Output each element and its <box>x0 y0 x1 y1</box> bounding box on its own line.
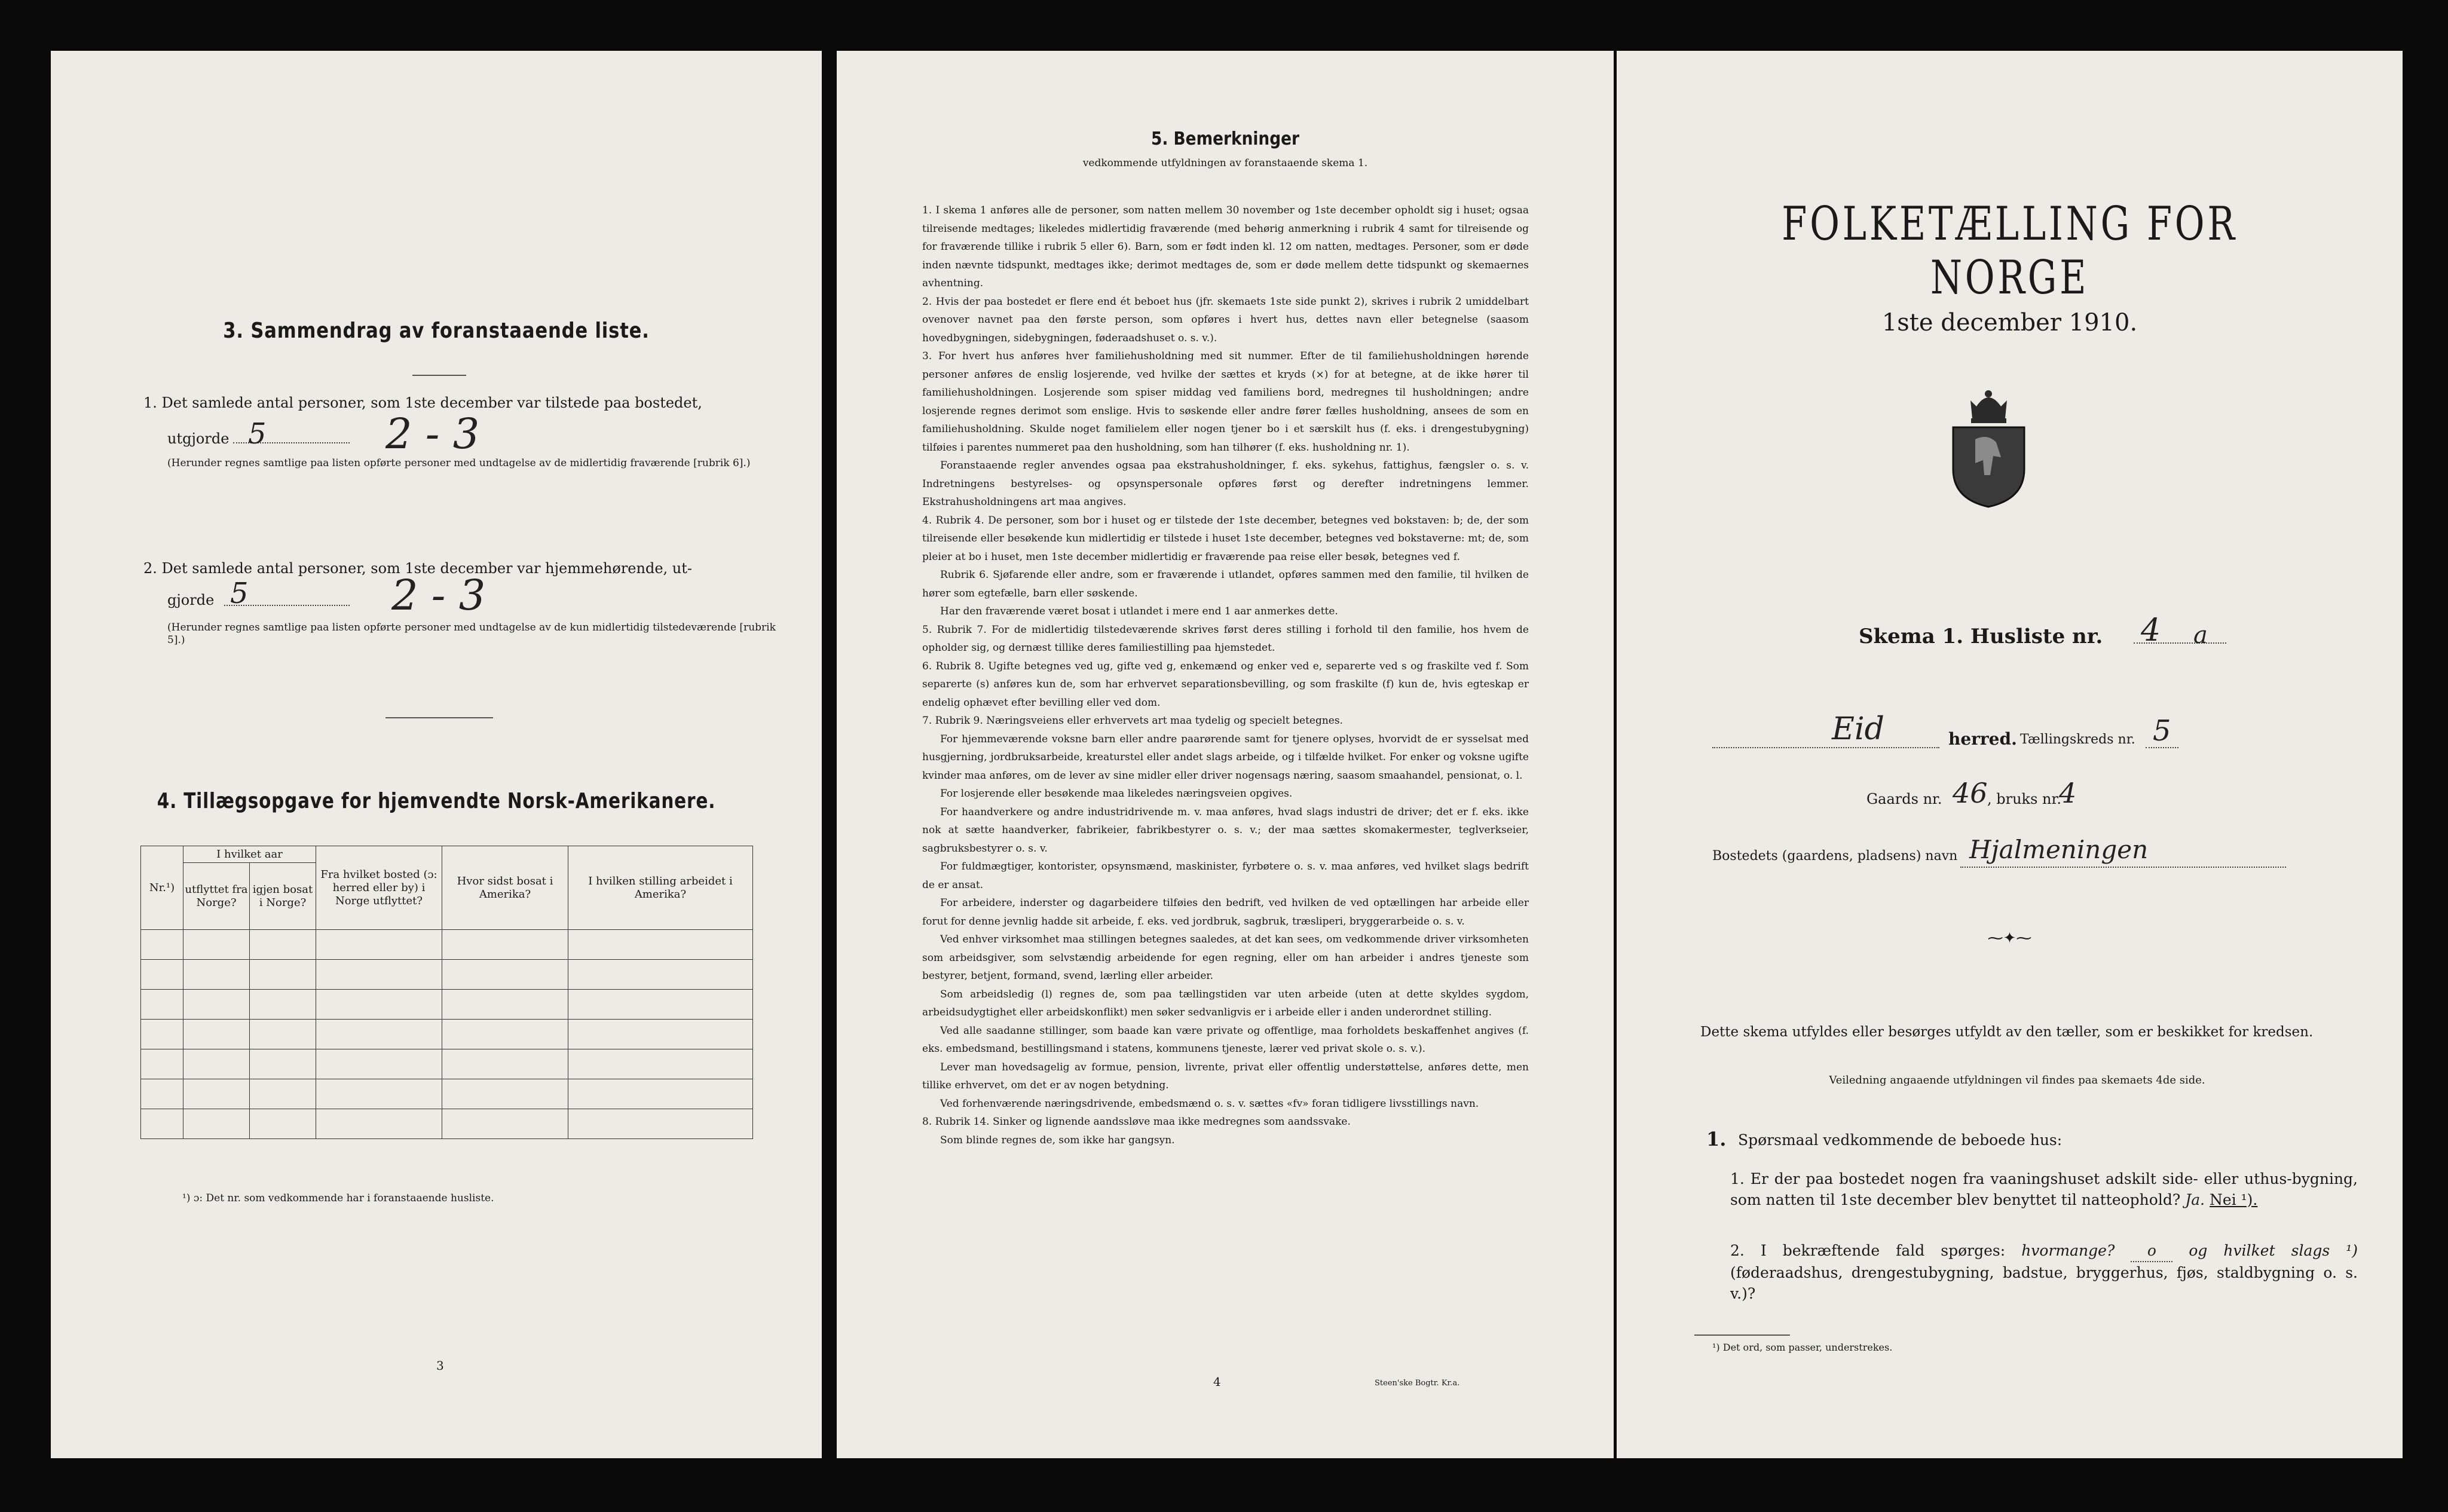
bosted-value: Hjalmeningen <box>1969 835 2149 864</box>
summary-item-1-label: utgjorde <box>167 430 230 447</box>
remark-7-a: For hjemmeværende voksne barn eller andre paarørende samt for tjenere oplyses, hvorvidt de er sysselsat med husgjerning, jordbruksarbeide, kreaturstel eller andet slags arbeide, og i tilfælde hvilket. For enker og voksne ugifte kvinder maa anføres, om de lever av sine midler eller driver nogensags næring, saasom smaahandel, pensionat, o. l. <box>922 733 1529 782</box>
remark-7-e: For arbeidere, inderster og dagarbeidere tilføies den bedrift, ved hvilken de ved optællingen har arbeide eller forut for denne jevnlig hadde sit arbeide, f. eks. ved jordbruk, sagbruk, træsliperi, bryggerarbeide o. s. v. <box>922 897 1529 928</box>
question-2-how-many: hvormange? <box>2021 1242 2115 1259</box>
summary-item-2-note: (Herunder regnes samtlige paa listen opførte personer med undtagelse av de kun midlertidig tilstedeværende [rubrik 5].) <box>167 622 776 646</box>
summary-item-1-text: 1. Det samlede antal personer, som 1ste december var tilstede paa bostedet, <box>143 394 702 411</box>
right-page <box>1617 51 2403 1458</box>
remark-7-j: Ved forhenværende næringsdrivende, embedsmænd o. s. v. sættes «fv» foran tidligere livsstillings navn. <box>940 1097 1479 1110</box>
col-from: Fra hvilket bosted (ɔ: herred eller by) i Norge utflyttet? <box>316 846 442 930</box>
table-row <box>141 1109 753 1139</box>
herred-line <box>1712 747 1939 748</box>
summary-item-2-handwritten-value: 2 - 3 <box>391 571 486 620</box>
table-row <box>141 990 753 1020</box>
table-row <box>141 930 753 960</box>
herred-value: Eid <box>1832 711 1884 747</box>
remark-7-i: Lever man hovedsagelig av formue, pension, livrente, privat eller offentlig understøttelse, anføres dette, men tillike erhvervet, om det er av nogen betydning. <box>922 1061 1529 1091</box>
document-title: FOLKETÆLLING FOR NORGE <box>1782 197 2238 305</box>
remark-6: 6. Rubrik 8. Ugifte betegnes ved ug, gifte ved g, enkemænd og enker ved e, separerte ved s og fraskilte ved f. Som separerte (s) anføres kun de, som har erhvervet separationsbevilling, og som fraskilte (f) kun de, hvis egteskap er endelig ophævet efter bevilling eller ved dom. <box>922 660 1529 709</box>
remark-7-b: For losjerende eller besøkende maa likeledes næringsveien opgives. <box>940 788 1293 800</box>
coat-of-arms-icon <box>1948 385 2029 508</box>
question-1-text: 1. Er der paa bostedet nogen fra vaaningshuset adskilt side- eller uthus-bygning, som natten til 1ste december blev benyttet til natteophold? <box>1730 1170 2358 1208</box>
summary-item-1-handwritten-value: 2 - 3 <box>385 409 480 458</box>
divider <box>412 375 466 376</box>
husliste-suffix: a <box>2193 622 2208 649</box>
remarks-list <box>922 201 1529 1149</box>
question-1 <box>1730 1168 2358 1210</box>
question-2-text: 2. I bekræftende fald spørges: <box>1730 1242 2006 1259</box>
document-date: 1ste december 1910. <box>1881 309 2138 336</box>
bruks-value: 4 <box>2059 777 2077 809</box>
section-4-title: 4. Tillægsopgave for hjemvendte Norsk-Amerikanere. <box>157 789 716 813</box>
remark-3: 3. For hvert hus anføres hver familiehusholdning med sit nummer. Efter de til familiehusholdningen hørende personer anføres de enslig losjerende, ved hvilke der sættes et kryds (×) for at betegne, at de ikke hører til familiehusholdningen. Losjerende som spiser middag ved familiens bord, medregnes til husholdningen; andre losjerende regnes derimot som enslige. Hvis to søskende eller andre fører fælles husholdning, ansees de som en familiehusholdning. Skulde noget familielem eller nogen tjener bo i et særskilt hus (f. eks. i drengestubygning) tilføies i parentes nummeret paa den husholdning, som han tilhører (f. eks. husholdning nr. 1). <box>922 350 1529 454</box>
gaards-label: Gaards nr. <box>1866 791 1942 807</box>
remark-4: 4. Rubrik 4. De personer, som bor i huset og er tilstede der 1ste december, betegnes ved bokstaven: b; de, der som tilreisende eller besøkende kun midlertidig er tilstede i huset 1ste december, betegnes ved bokstaverne: mt; de, som pleier at bo i huset, men 1ste december midlertidig er fraværende paa reise eller besøk, betegnes ved f. <box>922 514 1529 563</box>
remark-4-rubrik-6: Rubrik 6. Sjøfarende eller andre, som er fraværende i utlandet, opføres sammen med den familie, til hvilken de hører som egtefælle, barn eller søskende. <box>922 569 1529 599</box>
col-group-year: I hvilket aar <box>183 846 316 863</box>
table-row <box>141 1020 753 1049</box>
col-emigrated: utflyttet fra Norge? <box>183 863 250 930</box>
page-number: 4 <box>1213 1375 1221 1389</box>
bruks-label: , bruks nr. <box>1987 791 2061 807</box>
section-3-title: 3. Sammendrag av foranstaaende liste. <box>223 319 650 343</box>
remark-7-c: For haandverkere og andre industridrivende m. v. maa anføres, hvad slags industri de driver; det er f. eks. ikke nok at sætte haandverker, fabrikeier, fabrikbestyrer o. s. v.; der maa sættes skomakermester, teglverkseier, sagbruksbestyrer o. s. v. <box>922 806 1529 855</box>
printer-mark: Steen'ske Bogtr. Kr.a. <box>1375 1379 1460 1388</box>
col-occupation: I hvilken stilling arbeidet i Amerika? <box>568 846 753 930</box>
remark-8-a: Som blinde regnes de, som ikke har gangsyn. <box>940 1134 1175 1146</box>
gaards-value: 46 <box>1953 777 1988 809</box>
remark-7: 7. Rubrik 9. Næringsveiens eller erhvervets art maa tydelig og specielt betegnes. <box>922 715 1343 727</box>
footnote-divider <box>1694 1335 1790 1336</box>
page-number: 3 <box>436 1358 444 1373</box>
remark-7-f: Ved enhver virksomhet maa stillingen betegnes saaledes, at det kan sees, om vedkommende driver virksomheten som arbeidsgiver, som selvstændig arbeidende for egen regning, eller om han arbeider i andres tjeneste som bestyrer, betjent, formand, svend, lærling eller arbeider. <box>922 933 1529 982</box>
col-returned: igjen bosat i Norge? <box>250 863 316 930</box>
remark-4-note: Har den fraværende været bosat i utlandet i mere end 1 aar anmerkes dette. <box>940 605 1338 617</box>
remark-3-extra: Foranstaaende regler anvendes ogsaa paa ekstrahusholdninger, f. eks. sykehus, fattighus, fængsler o. s. v. Indretningens bestyrelses- og opsynspersonale opføres først og derefter indretningens lemmer. Ekstrahusholdningens art maa angives. <box>922 460 1529 508</box>
ornament: ⁓✦⁓ <box>1987 929 2032 947</box>
question-2-answer: o <box>2131 1240 2172 1262</box>
returnees-table <box>140 846 753 1139</box>
remark-8: 8. Rubrik 14. Sinker og lignende aandssløve maa ikke medregnes som aandssvake. <box>922 1116 1351 1128</box>
remark-7-g: Som arbeidsledig (l) regnes de, som paa tællingstiden var uten arbeide (uten at dette skyldes sygdom, arbeidsudygtighet eller arbeidskonflikt) men søker sedvanligvis er i arbeide eller i anden underordnet stilling. <box>922 988 1529 1018</box>
summary-item-1-note: (Herunder regnes samtlige paa listen opførte personer med undtagelse av de midlertidig fraværende [rubrik 6].) <box>167 457 751 469</box>
divider <box>385 717 493 718</box>
kreds-label: Tællingskreds nr. <box>2020 732 2135 747</box>
husliste-number: 4 <box>2141 613 2161 648</box>
remarks-title: 5. Bemerkninger <box>1150 128 1300 149</box>
col-nr: Nr.¹) <box>141 846 183 930</box>
remark-1: 1. I skema 1 anføres alle de personer, som natten mellem 30 november og 1ste december opholdt sig i huset; ogsaa tilreisende medtages; likeledes midlertidig fraværende (med behørig anmerkning i rubrik 4 samt for tilreisende og for fraværende tillike i rubrik 5 eller 6). Barn, som er født inden kl. 12 om natten, medtages. Personer, som er døde inden nævnte tidspunkt, medtages ikke; derimot medtages de, som er døde mellem dette tidspunkt og skemaernes avhentning. <box>922 204 1529 289</box>
table-footnote: ¹) ɔ: Det nr. som vedkommende har i foranstaaende husliste. <box>182 1192 494 1204</box>
skema-label: Skema 1. Husliste nr. <box>1859 625 2103 648</box>
summary-item-1 <box>143 394 795 411</box>
question-2 <box>1730 1240 2358 1304</box>
summary-item-2-label: gjorde <box>167 592 215 608</box>
veiledning: Veiledning angaaende utfyldningen vil findes paa skemaets 4de side. <box>1829 1074 2205 1086</box>
kreds-value: 5 <box>2153 714 2171 748</box>
question-1-yes: Ja. <box>2185 1191 2205 1208</box>
bosted-line <box>1960 867 2286 868</box>
questions-number: 1. <box>1706 1128 1727 1150</box>
remark-7-h: Ved alle saadanne stillinger, som baade kan være private og offentlige, maa forholdets beskaffenhet angives (f. eks. embedsmand, bestillingsmand i statens, kommunens tjeneste, lærer ved privat skole o. s. v.). <box>922 1024 1529 1055</box>
table-row <box>141 960 753 990</box>
left-page <box>51 51 822 1458</box>
table-row <box>141 1049 753 1079</box>
summary-item-2-text: 2. Det samlede antal personer, som 1ste december var hjemmehørende, ut- <box>143 560 692 577</box>
table-row <box>141 1079 753 1109</box>
summary-item-1-printed-value: 5 <box>248 417 267 451</box>
questions-heading: Spørsmaal vedkommende de beboede hus: <box>1738 1131 2063 1149</box>
question-2-what-kind: og hvilket slags ¹) <box>2189 1242 2358 1259</box>
summary-item-2-printed-value: 5 <box>230 577 249 610</box>
remark-2: 2. Hvis der paa bostedet er flere end ét beboet hus (jfr. skemaets 1ste side punkt 2), skrives i rubrik 2 umiddelbart ovenover navnet paa den første person, som opføres i hvert hus, dettes navn eller betegnelse (saasom hovedbygningen, sidebygningen, føderaadshuset o. s. v.). <box>922 295 1529 344</box>
footnote: ¹) Det ord, som passer, understrekes. <box>1712 1342 1893 1353</box>
middle-page <box>837 51 1614 1458</box>
question-1-no: Nei ¹). <box>2210 1191 2258 1208</box>
remarks-subtitle: vedkommende utfyldningen av foranstaaende skema 1. <box>1082 157 1368 169</box>
question-2-examples: (føderaadshus, drengestubygning, badstue, bryggerhus, fjøs, staldbygning o. s. v.)? <box>1730 1264 2358 1302</box>
remark-5: 5. Rubrik 7. For de midlertidig tilstedeværende skrives først deres stilling i forhold til den familie, hos hvem de opholder sig, og dernæst tillike deres familiestilling paa hjemstedet. <box>922 623 1529 654</box>
col-last-residence: Hvor sidst bosat i Amerika? <box>442 846 568 930</box>
herred-label: herred. <box>1948 729 2017 749</box>
bosted-label: Bostedets (gaardens, pladsens) navn <box>1712 849 1958 864</box>
remark-7-d: For fuldmægtiger, kontorister, opsynsmænd, maskinister, fyrbøtere o. s. v. maa anføres, ved hvilket slags bedrift de er ansat. <box>922 861 1529 891</box>
instructions: Dette skema utfyldes eller besørges utfyldt av den tæller, som er beskikket for kredsen. <box>1700 1024 2314 1040</box>
